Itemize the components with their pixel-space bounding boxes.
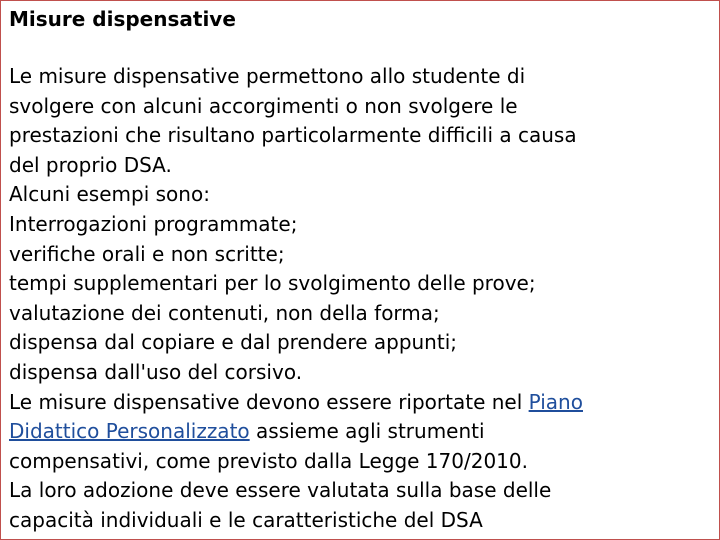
slide-body <box>9 62 715 536</box>
example-item: dispensa dall'uso del corsivo. <box>9 359 303 384</box>
pdp-text-after-link: assieme agli strumenti <box>249 419 485 444</box>
pdp-line-2 <box>9 417 715 447</box>
pdp-line-3: compensativi, come previsto dalla Legge 170/2010. <box>9 448 528 473</box>
body-line: prestazioni che risultano particolarmente difficili a causa <box>9 123 577 148</box>
closing-line: capacità individuali e le caratteristiche del DSA <box>9 507 483 532</box>
body-line: Le misure dispensative permettono allo studente di <box>9 64 526 88</box>
body-line: svolgere con alcuni accorgimenti o non svolgere le <box>9 93 518 118</box>
examples-intro: Alcuni esempi sono: <box>9 182 210 207</box>
example-item: Interrogazioni programmate; <box>9 211 298 236</box>
pdp-line-1 <box>9 388 715 418</box>
slide-title: Misure dispensative <box>9 7 236 31</box>
example-item: valutazione dei contenuti, non della forma; <box>9 300 440 325</box>
example-item: verifiche orali e non scritte; <box>9 241 285 266</box>
body-line: del proprio DSA. <box>9 152 172 177</box>
pdp-text-before-link: Le misure dispensative devono essere riportate nel <box>9 389 529 414</box>
pdp-link-continued[interactable]: Didattico Personalizzato <box>9 419 250 444</box>
example-item: tempi supplementari per lo svolgimento delle prove; <box>9 271 536 296</box>
closing-line: La loro adozione deve essere valutata sulla base delle <box>9 478 552 503</box>
example-item: dispensa dal copiare e dal prendere appunti; <box>9 330 457 355</box>
pdp-link[interactable]: Piano <box>528 389 583 414</box>
